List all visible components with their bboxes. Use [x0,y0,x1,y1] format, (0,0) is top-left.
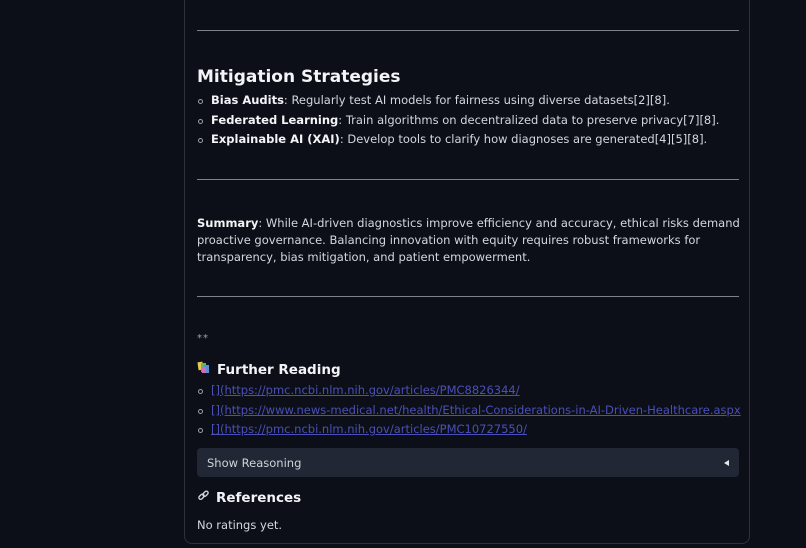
divider [197,179,739,180]
further-reading-link[interactable]: [](https://pmc.ncbi.nlm.nih.gov/articles/PMC10727550/ [211,422,527,437]
list-item [197,91,739,111]
divider [197,30,739,31]
further-reading-title: Further Reading [217,361,341,378]
list-item-text: : Develop tools to clarify how diagnoses are generated[4][5][8]. [339,132,708,147]
list-item [197,130,739,150]
list-item-text: : Regularly test AI models for fairness using diverse datasets[2][8]. [283,93,670,107]
references-title: References [216,489,302,506]
summary-label: Summary [197,216,259,230]
further-reading-link[interactable]: [](https://pmc.ncbi.nlm.nih.gov/articles/PMC8826344/ [211,383,520,397]
further-reading-link[interactable]: [](https://www.news-medical.net/health/Ethical-Considerations-in-AI-Driven-Healthcare.aspx [211,402,741,417]
list-item-term: Bias Audits [211,93,284,107]
mitigation-list [197,91,739,150]
show-reasoning-toggle[interactable] [197,448,739,477]
divider [197,296,739,297]
list-item-term: Explainable AI (XAI) [211,132,340,147]
summary-text: : While AI-driven diagnostics improve efficiency and accuracy, ethical risks demand proactive governance. Balancing innovation with equity requires robust frameworks for transparency, bias mitigation, and patient empowerment. [197,216,740,264]
response-card [184,0,750,544]
further-reading-list [197,381,739,440]
further-reading-heading [197,361,341,378]
list-item-text: : Train algorithms on decentralized data to preserve privacy[7][8]. [338,112,720,127]
list-item [197,420,739,440]
show-reasoning-label: Show Reasoning [207,455,302,470]
list-item [197,111,739,131]
mitigation-heading: Mitigation Strategies [197,67,401,87]
link-icon [197,489,210,506]
ratings-status: No ratings yet. [197,518,283,532]
books-icon [197,361,211,378]
summary-paragraph [197,215,742,266]
references-heading [197,489,301,506]
list-item-term: Federated Learning [211,112,339,127]
caret-left-icon [724,460,729,466]
list-item [197,381,739,401]
stray-markdown-text: ** [197,333,209,344]
list-item [197,401,739,421]
